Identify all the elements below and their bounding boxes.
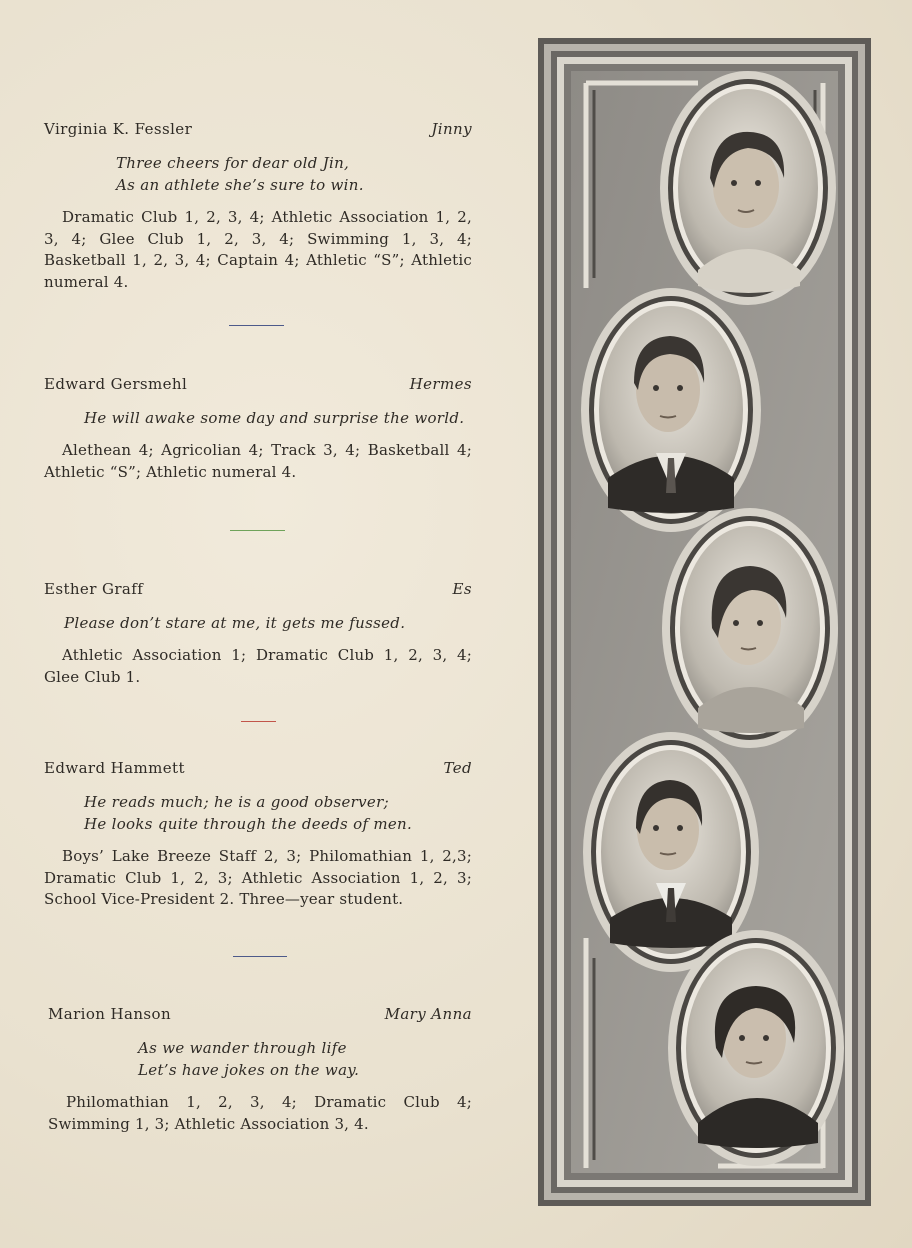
verse-line: As an athlete she’s sure to win. xyxy=(116,176,364,194)
student-verse xyxy=(64,612,472,634)
student-entry-hammett xyxy=(44,759,472,911)
separator-line xyxy=(233,956,287,957)
separator-line xyxy=(230,530,285,531)
student-activities: Boys’ Lake Breeze Staff 2, 3; Philomathian 1, 2,3; Dramatic Club 1, 2, 3; Athletic Association 1, 2, 3; School Vice-President 2. Three—year student. xyxy=(44,847,472,908)
verse-line: Let’s have jokes on the way. xyxy=(138,1061,360,1079)
entry-header xyxy=(44,375,472,397)
student-verse xyxy=(138,1037,472,1081)
portrait-panel-artwork xyxy=(538,38,871,1206)
student-name: Marion Hanson xyxy=(48,1005,172,1023)
student-name: Virginia K. Fessler xyxy=(44,120,193,138)
entry-header xyxy=(44,759,472,781)
verse-line: Three cheers for dear old Jin, xyxy=(116,154,350,172)
student-name: Edward Hammett xyxy=(44,759,185,777)
student-entry-fessler xyxy=(44,120,472,293)
student-activities: Dramatic Club 1, 2, 3, 4; Athletic Association 1, 2, 3, 4; Glee Club 1, 2, 3, 4; Swimming 1, 3, 4; Basketball 1, 2, 3, 4; Captain 4; Athletic “S”; Athletic numeral 4. xyxy=(44,208,472,291)
entry-header xyxy=(44,120,472,142)
student-activities: Philomathian 1, 2, 3, 4; Dramatic Club 4; Swimming 1, 3; Athletic Association 3, 4. xyxy=(48,1093,472,1133)
student-entry-hanson xyxy=(48,1005,472,1135)
verse-line: Please don’t stare at me, it gets me fussed. xyxy=(64,614,406,632)
student-name: Edward Gersmehl xyxy=(44,375,188,393)
verse-line: He looks quite through the deeds of men. xyxy=(84,815,413,833)
portrait-gersmehl xyxy=(581,288,761,532)
student-nickname: Mary Anna xyxy=(384,1005,472,1023)
portrait-fessler xyxy=(660,71,836,305)
separator-line xyxy=(241,721,276,722)
verse-line: He will awake some day and surprise the world. xyxy=(84,409,465,427)
portrait-graff xyxy=(662,508,838,748)
entry-header xyxy=(44,580,472,602)
portrait-panel xyxy=(538,38,871,1206)
student-activities: Alethean 4; Agricolian 4; Track 3, 4; Basketball 4; Athletic “S”; Athletic numeral 4. xyxy=(44,441,472,481)
student-nickname: Ted xyxy=(443,759,472,777)
student-nickname: Hermes xyxy=(409,375,472,393)
student-verse xyxy=(84,791,472,835)
student-verse xyxy=(84,407,472,429)
portrait-hanson xyxy=(668,930,844,1166)
student-nickname: Es xyxy=(452,580,472,598)
student-entry-graff xyxy=(44,580,472,688)
student-verse xyxy=(116,152,472,196)
verse-line: He reads much; he is a good observer; xyxy=(84,793,389,811)
student-activities: Athletic Association 1; Dramatic Club 1, 2, 3, 4; Glee Club 1. xyxy=(44,646,472,686)
verse-line: As we wander through life xyxy=(138,1039,347,1057)
student-name: Esther Graff xyxy=(44,580,144,598)
student-entry-gersmehl xyxy=(44,375,472,483)
student-nickname: Jinny xyxy=(431,120,472,138)
separator-line xyxy=(229,325,284,326)
entry-header xyxy=(48,1005,472,1027)
